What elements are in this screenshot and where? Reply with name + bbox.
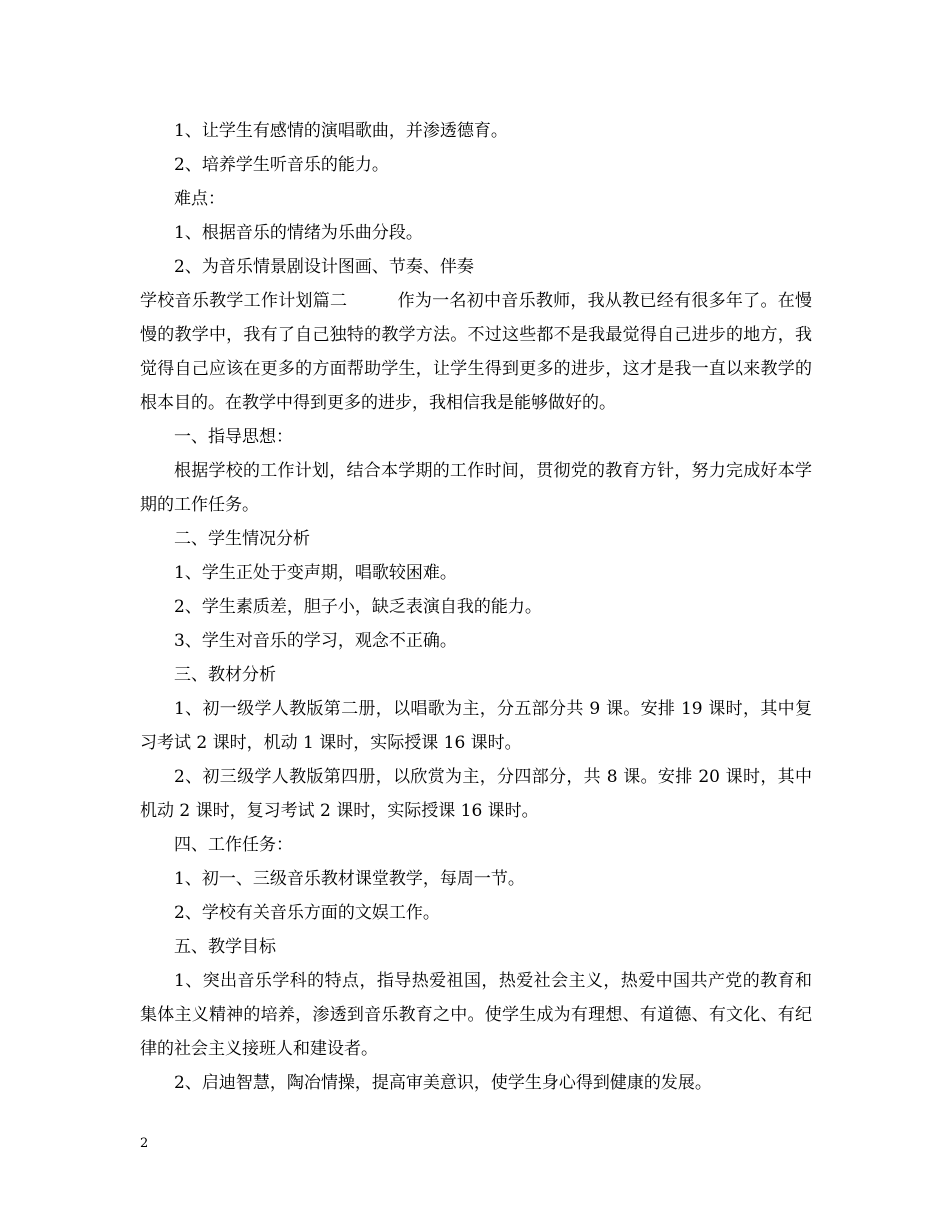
paragraph-objective-2: 2、培养学生听音乐的能力。 [174, 155, 389, 175]
paragraph-textbook-1: 1、初一级学人教版第二册，以唱歌为主，分五部分共 9 课。安排 19 课时，其中复习考试 2 课时，机动 1 课时，实际授课 16 课时。 [140, 699, 812, 753]
document-body [140, 114, 812, 1100]
heading-work-tasks: 四、工作任务： [174, 835, 293, 855]
paragraph-task-1: 1、初一、三级音乐教材课堂教学，每周一节。 [174, 869, 525, 889]
paragraph-student-3: 3、学生对音乐的学习，观念不正确。 [174, 631, 457, 651]
section-intro-text: 作为一名初中音乐教师，我从教已经有很多年了。在慢慢的教学中，我有了自己独特的教学方法。不过这些都不是我最觉得自己进步的地方，我觉得自己应该在更多的方面帮助学生，让学生得到更多的进步，这才是我一直以来教学的根本目的。在教学中得到更多的进步，我相信我是能够做好的。 [140, 291, 813, 413]
paragraph-goal-2: 2、启迪智慧，陶冶情操，提高审美意识，使学生身心得到健康的发展。 [174, 1073, 712, 1093]
heading-textbook-analysis: 三、教材分析 [174, 665, 276, 685]
section-heading: 学校音乐教学工作计划篇二 [140, 291, 348, 311]
paragraph-task-2: 2、学校有关音乐方面的文娱工作。 [174, 903, 440, 923]
paragraph-objective-1: 1、让学生有感情的演唱歌曲，并渗透德育。 [174, 121, 508, 141]
paragraph-student-1: 1、学生正处于变声期，唱歌较困难。 [174, 563, 457, 583]
paragraph-difficulty-1: 1、根据音乐的情绪为乐曲分段。 [174, 223, 423, 243]
paragraph-textbook-2: 2、初三级学人教版第四册，以欣赏为主，分四部分，共 8 课。安排 20 课时，其中机动 2 课时，复习考试 2 课时，实际授课 16 课时。 [140, 767, 812, 821]
paragraph-difficulty-heading: 难点： [174, 189, 225, 209]
heading-teaching-goals: 五、教学目标 [174, 937, 276, 957]
paragraph-student-2: 2、学生素质差，胆子小，缺乏表演自我的能力。 [174, 597, 542, 617]
page-number: 2 [140, 1136, 149, 1151]
heading-guiding-thought: 一、指导思想： [174, 427, 293, 447]
paragraph-goal-1: 1、突出音乐学科的特点，指导热爱祖国，热爱社会主义，热爱中国共产党的教育和集体主义精神的培养，渗透到音乐教育之中。使学生成为有理想、有道德、有文化、有纪律的社会主义接班人和建设者。 [140, 971, 812, 1059]
paragraph-difficulty-2: 2、为音乐情景剧设计图画、节奏、伴奏 [174, 257, 474, 277]
paragraph-guiding-thought: 根据学校的工作计划，结合本学期的工作时间，贯彻党的教育方针，努力完成好本学期的工作任务。 [140, 461, 812, 515]
paragraph-section-intro [140, 284, 812, 420]
heading-student-analysis: 二、学生情况分析 [174, 529, 310, 549]
